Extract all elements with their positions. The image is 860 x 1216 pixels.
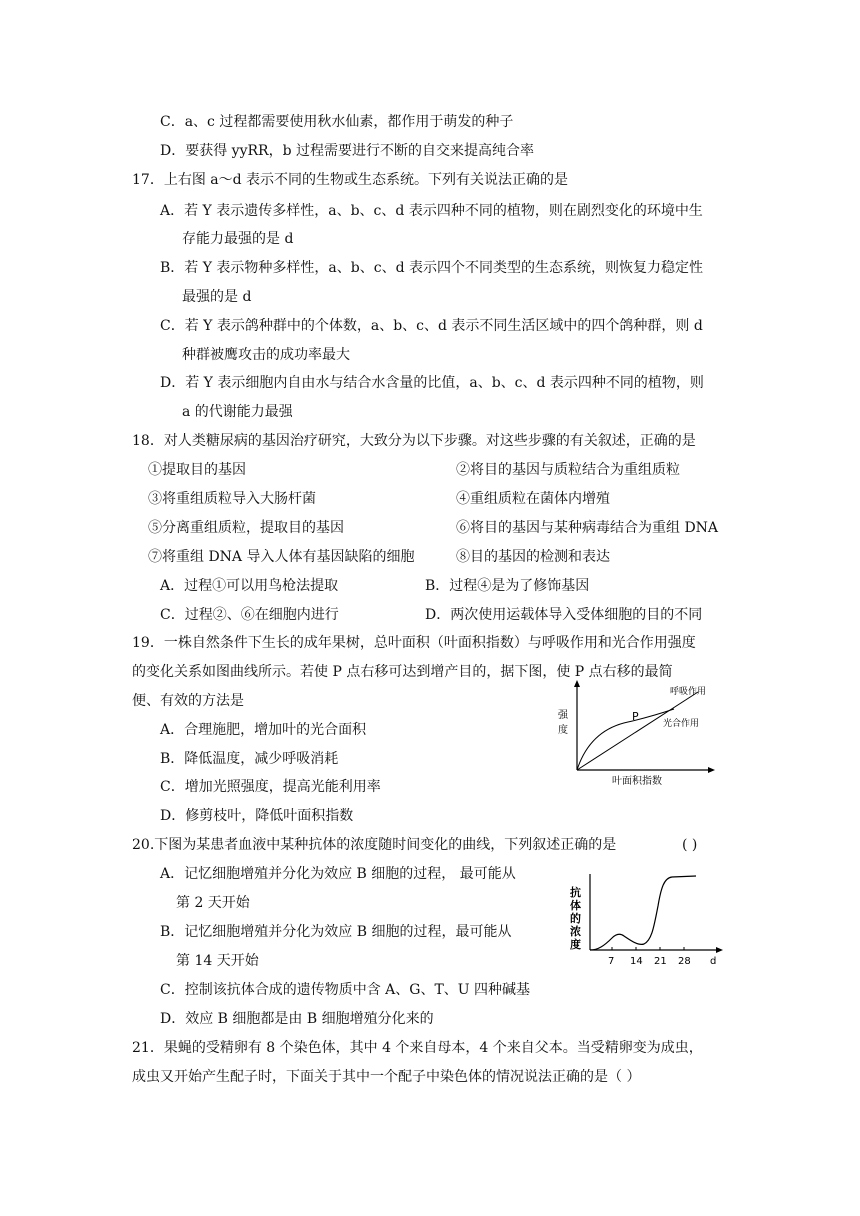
q17-option-a-line2: 存能力最强的是 d — [182, 231, 294, 247]
q19-stem-line3: 便、有效的方法是 — [132, 693, 244, 709]
q19-option-b: B．降低温度，减少呼吸消耗 — [160, 751, 339, 767]
q18-step-6: ⑥将目的基因与某种病毒结合为重组 DNA — [456, 520, 719, 536]
x-tick-7: 7 — [608, 956, 615, 967]
q18-step-5: ⑤分离重组质粒，提取目的基因 — [148, 520, 344, 536]
q18-step-7: ⑦将重组 DNA 导入人体有基因缺陷的细胞 — [148, 549, 415, 565]
q18-step-1: ①提取目的基因 — [148, 462, 246, 478]
q17-option-d-line1: D．若 Y 表示细胞内自由水与结合水含量的比值，a、b、c、d 表示四种不同的植物，则 — [160, 375, 704, 391]
q17-option-d-line2: a 的代谢能力最强 — [182, 404, 293, 420]
q17-option-b-line2: 最强的是 d — [182, 289, 252, 305]
q18-option-b: B．过程④是为了修饰基因 — [425, 578, 590, 594]
q17-stem: 17．上右图 a～d 表示不同的生物或生态系统。下列有关说法正确的是 — [132, 172, 569, 188]
q21-stem-line1: 21．果蝇的受精卵有 8 个染色体，其中 4 个来自母本，4 个来自父本。当受精卵变为成虫， — [132, 1040, 703, 1056]
q18-step-3: ③将重组质粒导入大肠杆菌 — [148, 491, 316, 507]
q19-figure — [550, 680, 720, 790]
q19-graph — [550, 680, 720, 790]
q20-stem: 20.下图为某患者血液中某种抗体的浓度随时间变化的曲线，下列叙述正确的是 — [132, 837, 617, 853]
q18-option-a: A．过程①可以用鸟枪法提取 — [160, 578, 339, 594]
q20-option-a-line1: A．记忆细胞增殖并分化为效应 B 细胞的过程， 最可能从 — [160, 866, 516, 882]
q17-option-c-line2: 种群被鹰攻击的成功率最大 — [182, 347, 350, 363]
q16-option-c: C．a、c 过程都需要使用秋水仙素，都作用于萌发的种子 — [160, 114, 514, 130]
y-label-char-2: 体 — [570, 899, 581, 912]
q18-stem: 18．对人类糖尿病的基因治疗研究，大致分为以下步骤。对这些步骤的有关叙述，正确的是 — [132, 433, 696, 449]
q18-step-8: ⑧目的基因的检测和表达 — [456, 549, 610, 565]
y-label-char-4: 浓 — [570, 925, 581, 938]
q19-option-c: C．增加光照强度，提高光能利用率 — [160, 779, 381, 795]
y-label-1: 强 — [558, 710, 568, 721]
antibody-curve — [590, 876, 696, 950]
x-tick-21: 21 — [654, 956, 667, 967]
photosynthesis-label: 光合作用 — [663, 719, 700, 729]
x-unit: d — [710, 956, 717, 967]
x-axis-arrow — [716, 947, 723, 953]
q17-option-a-line1: A．若 Y 表示遗传多样性，a、b、c、d 表示四种不同的植物，则在剧烈变化的环境中生 — [160, 203, 703, 219]
point-p-label: P — [632, 710, 639, 723]
q18-step-4: ④重组质粒在菌体内增殖 — [456, 491, 610, 507]
q20-option-b-line1: B．记忆细胞增殖并分化为效应 B 细胞的过程，最可能从 — [160, 924, 512, 940]
q16-option-d: D．要获得 yyRR，b 过程需要进行不断的自交来提高纯合率 — [160, 143, 534, 159]
q18-step-2: ②将目的基因与质粒结合为重组质粒 — [456, 462, 680, 478]
q17-option-c-line1: C．若 Y 表示鸽种群中的个体数，a、b、c、d 表示不同生活区域中的四个鸽种群，则 d — [160, 318, 703, 334]
respiration-curve — [577, 692, 698, 770]
q20-figure — [560, 866, 732, 970]
q19-stem-line1: 19．一株自然条件下生长的成年果树，总叶面积（叶面积指数）与呼吸作用和光合作用强度 — [132, 635, 696, 651]
respiration-label: 呼吸作用 — [670, 687, 707, 697]
q21-stem-line2: 成虫又开始产生配子时，下面关于其中一个配子中染色体的情况说法正确的是（ ） — [132, 1069, 641, 1085]
x-axis-arrow — [708, 767, 715, 773]
q20-graph — [560, 866, 732, 970]
y-label-2: 度 — [558, 725, 568, 736]
q18-option-d: D．两次使用运载体导入受体细胞的目的不同 — [425, 607, 703, 623]
x-label: 叶面积指数 — [612, 776, 662, 787]
q17-option-b-line1: B．若 Y 表示物种多样性，a、b、c、d 表示四个不同类型的生态系统，则恢复力稳定性 — [160, 260, 703, 276]
q20-option-c: C．控制该抗体合成的遗传物质中含 A、G、T、U 四种碱基 — [160, 982, 531, 998]
y-label-char-5: 度 — [570, 938, 581, 951]
q20-option-a-line2: 第 2 天开始 — [176, 895, 250, 911]
y-axis-arrow — [574, 680, 580, 687]
q20-answer-paren: ( ) — [682, 837, 698, 853]
q18-option-c: C．过程②、⑥在细胞内进行 — [160, 607, 339, 623]
q20-option-d: D．效应 B 细胞都是由 B 细胞增殖分化来的 — [160, 1011, 434, 1027]
y-label-char-3: 的 — [570, 912, 581, 925]
q19-stem-line2: 的变化关系如图曲线所示。若使 P 点右移可达到增产目的，据下图，使 P 点右移的最简 — [132, 664, 673, 680]
q19-option-a: A．合理施肥，增加叶的光合面积 — [160, 722, 367, 738]
x-tick-14: 14 — [630, 956, 643, 967]
y-label-char-1: 抗 — [570, 886, 581, 899]
q19-option-d: D．修剪枝叶，降低叶面积指数 — [160, 808, 354, 824]
x-tick-28: 28 — [678, 956, 691, 967]
q20-option-b-line2: 第 14 天开始 — [176, 953, 259, 969]
